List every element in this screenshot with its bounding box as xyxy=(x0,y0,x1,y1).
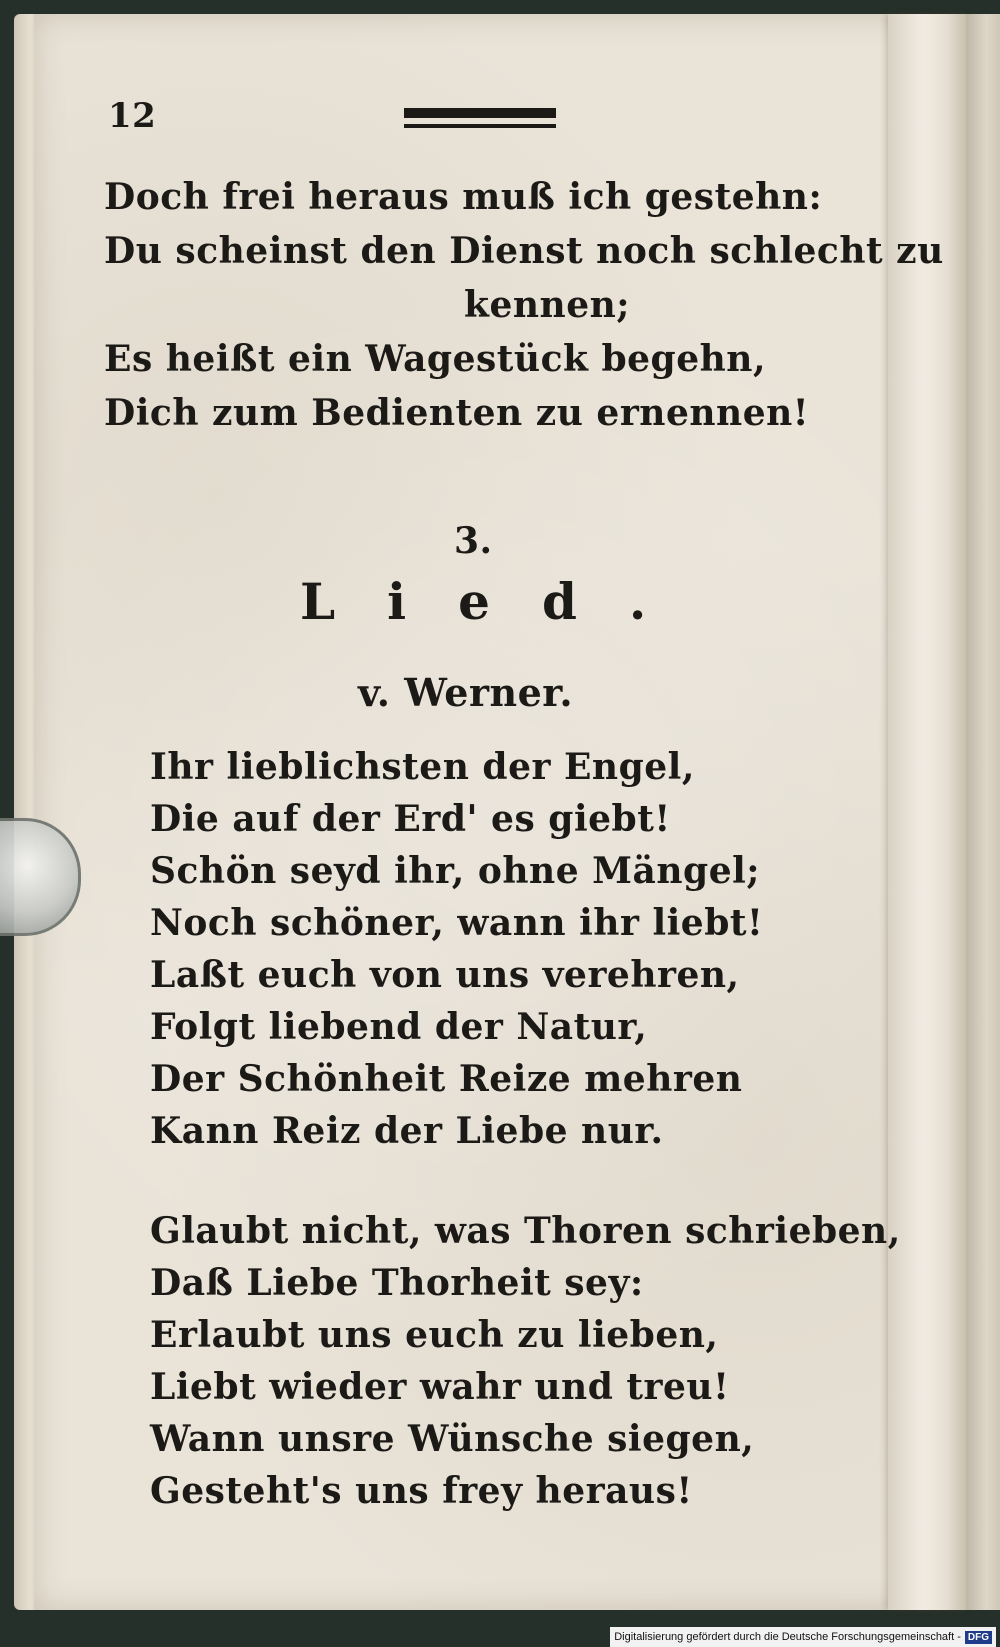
verse-line: Daß Liebe Thorheit sey: xyxy=(150,1262,644,1304)
credit-text: Digitalisierung gefördert durch die Deutsche Forschungsgemeinschaft - xyxy=(614,1631,961,1643)
verse-line: Kann Reiz der Liebe nur. xyxy=(150,1110,664,1152)
verse-line: Die auf der Erd' es giebt! xyxy=(150,798,671,840)
verse-line: Laßt euch von uns verehren, xyxy=(150,954,740,996)
verse-line: Wann unsre Wünsche siegen, xyxy=(150,1418,755,1460)
verse-line: Gesteht's uns frey heraus! xyxy=(150,1470,693,1512)
verse-line: Schön seyd ihr, ohne Mängel; xyxy=(150,850,761,892)
digitization-credit xyxy=(610,1627,996,1647)
verse-line: Liebt wieder wahr und treu! xyxy=(150,1366,730,1408)
section-title: Lied. xyxy=(300,572,699,631)
verse-line: Glaubt nicht, was Thoren schrieben, xyxy=(150,1210,901,1252)
verse-line: Ihr lieblichsten der Engel, xyxy=(150,746,695,788)
author-line: v. Werner. xyxy=(358,670,574,715)
verse-line: Es heißt ein Wagestück begehn, xyxy=(104,338,766,380)
verse-line: Dich zum Bedienten zu ernennen! xyxy=(104,392,810,434)
header-rule xyxy=(404,108,556,130)
next-page-edge xyxy=(966,14,1000,1610)
verse-line: Noch schöner, wann ihr liebt! xyxy=(150,902,764,944)
verse-line: kennen; xyxy=(464,284,631,326)
dfg-logo: DFG xyxy=(965,1631,992,1644)
verse-line: Doch frei heraus muß ich gestehn: xyxy=(104,176,823,218)
verse-line: Der Schönheit Reize mehren xyxy=(150,1058,743,1100)
section-number: 3. xyxy=(454,520,493,562)
verse-line: Du scheinst den Dienst noch schlecht zu xyxy=(104,230,944,272)
verse-line: Erlaubt uns euch zu lieben, xyxy=(150,1314,719,1356)
verse-line: Folgt liebend der Natur, xyxy=(150,1006,648,1048)
page-number: 12 xyxy=(108,96,157,136)
